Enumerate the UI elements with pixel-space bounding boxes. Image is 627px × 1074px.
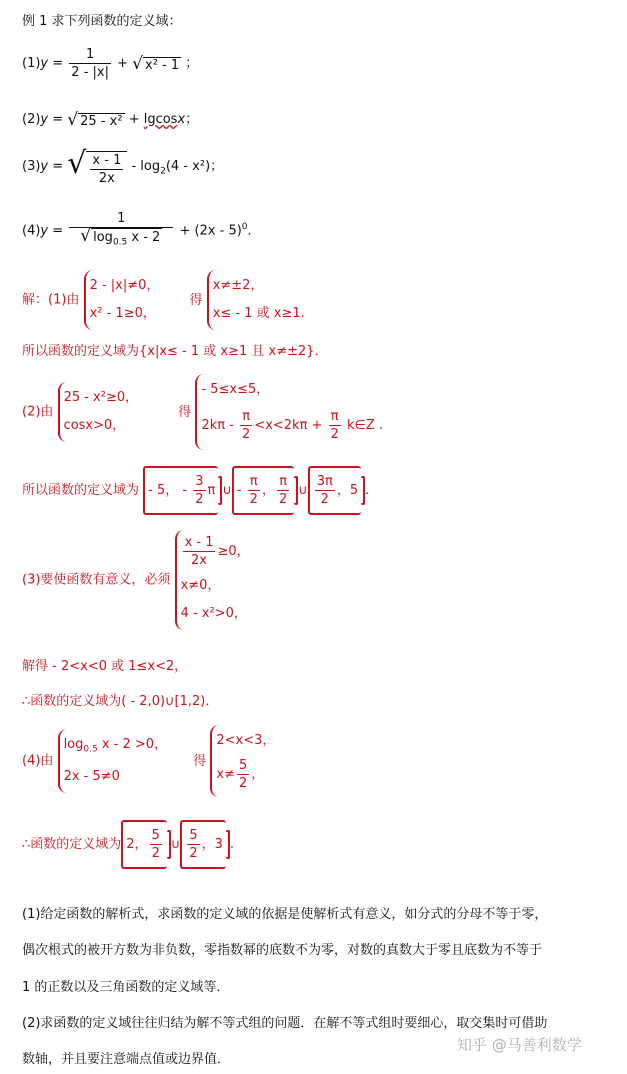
note-line: 偶次根式的被开方数为非负数，零指数幂的底数不为零，对数的真数大于零且底数为不等于 — [22, 943, 543, 958]
inequality-system: $\frac{x - 1}{2x}$ ≥0， x≠0， 4 - x²>0， — [175, 530, 250, 630]
interval-bracket: 2， $\frac{5}{2}$ — [121, 820, 167, 869]
solution-3: (3)要使函数有意义，必须 $\frac{x - 1}{2x}$ ≥0， x≠0， 4 - x²>0， — [22, 530, 250, 630]
solution-1: 解：(1)由 2 - |x|≠0， x² - 1≥0， 得 x≠±2， x≤ - 1 或 x≥1. — [22, 270, 305, 330]
interval-bracket: - 5， - $\frac{3}{2}$ π — [143, 466, 218, 515]
domain-result-2: 所以函数的定义域为 - 5， - $\frac{3}{2}$ π ∪- $\frac{\pi}{2}$ ， $\frac{\pi}{2}$ ∪ $\frac{3\pi}{2}$ ，5 . — [22, 466, 369, 515]
problem-4: (4)y = $\frac{1}{√ \log_{0.5} x - 2}$ + (2x - 5)$^0$. — [22, 210, 252, 252]
solution-3-result: 解得 - 2<x<0 或 1≤x<2， — [22, 659, 188, 674]
problem-1: (1)y = $\frac{1}{2 - |x|}$ + √ x² - 1 ； — [22, 47, 199, 80]
example-title: 例 1 求下列函数的定义域： — [22, 14, 182, 29]
inequality-system: 25 - x²≥0， cosx>0， — [58, 382, 139, 442]
fraction: $\frac{1}{√ \log_{0.5} x - 2}$ — [69, 210, 173, 252]
inequality-system: 2 - |x|≠0， x² - 1≥0， — [84, 270, 160, 330]
problem-3: (3)y = √ $\frac{x - 1}{2x}$ - $\log_2(4 - x^2)$； — [22, 146, 224, 186]
solution-system: 2<x<3， x≠ $\frac{5}{2}$ ， — [210, 725, 275, 797]
watermark: 知乎 @马善利数学 — [457, 1036, 582, 1054]
domain-result-3: ∴函数的定义域为( - 2,0)∪[1,2)． — [22, 694, 219, 709]
inequality-system: $\log_{0.5} x - 2 >0$， 2x - 5≠0 — [58, 729, 168, 794]
domain-result-4: ∴函数的定义域为 2， $\frac{5}{2}$ ∪ $\frac{5}{2}$ ，3 . — [22, 820, 234, 869]
problem-2: (2)y = √ 25 - x² + lgcosx； — [22, 109, 199, 130]
note-line: 1 的正数以及三角函数的定义域等． — [22, 980, 230, 995]
square-root: √ 25 - x² — [67, 109, 123, 130]
square-root: √ x² - 1 — [132, 53, 180, 74]
fraction: $\frac{1}{2 - |x|}$ — [71, 47, 109, 80]
note-line: (2)求函数的定义域往往归结为解不等式组的问题．在解不等式组时要细心，取交集时可借助 — [22, 1016, 548, 1031]
solution-2: (2)由 25 - x²≥0， cosx>0， 得 - 5≤x≤5， 2kπ - $\frac{\pi}{2}$ <x<2kπ + $\frac{\pi}{2}$ k∈Z . — [22, 374, 383, 450]
square-root: √ $\frac{x - 1}{2x}$ — [67, 146, 127, 187]
note-line: 数轴，并且要注意端点值或边界值． — [22, 1052, 231, 1067]
note-line: (1)给定函数的解析式，求函数的定义域的依据是使解析式有意义，如分式的分母不等于零， — [22, 907, 548, 922]
solution-4: (4)由 $\log_{0.5} x - 2 >0$， 2x - 5≠0 得 2<x<3， x≠ $\frac{5}{2}$ ， — [22, 725, 275, 797]
solution-system: - 5≤x≤5， 2kπ - $\frac{\pi}{2}$ <x<2kπ + $\frac{\pi}{2}$ k∈Z . — [195, 374, 383, 450]
solution-system: x≠±2， x≤ - 1 或 x≥1. — [207, 270, 305, 330]
domain-result-1: 所以函数的定义域为{x|x≤ - 1 或 x≥1 且 x≠±2}． — [22, 344, 328, 359]
